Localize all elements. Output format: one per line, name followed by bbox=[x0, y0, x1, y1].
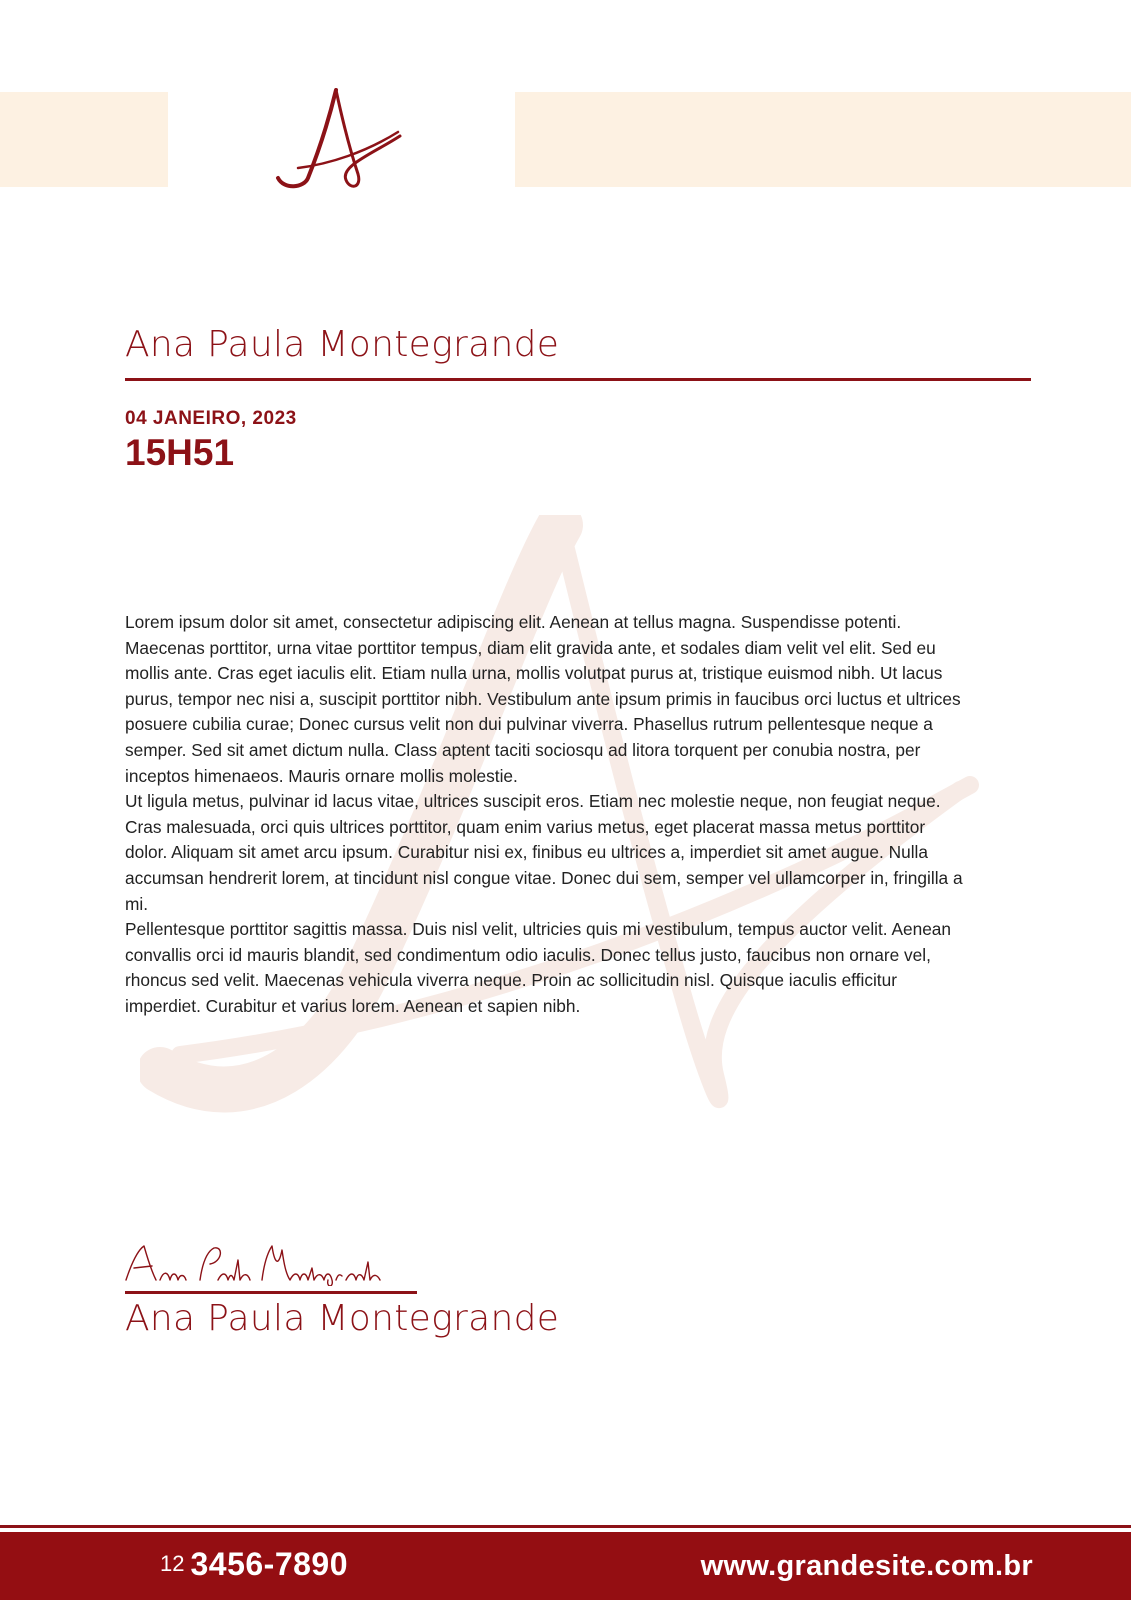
signature-divider bbox=[125, 1291, 417, 1294]
logo-letter-a-icon bbox=[270, 88, 420, 192]
footer-website-link[interactable]: www.grandesite.com.br bbox=[700, 1550, 1033, 1582]
handwritten-signature bbox=[122, 1240, 382, 1286]
body-paragraph: Lorem ipsum dolor sit amet, consectetur adipiscing elit. Aenean at tellus magna. Suspendisse potenti. Maecenas porttitor, urna vitae porttitor tempus, diam elit gravida ante, et sodales diam velit vel elit. Sed eu mollis ante. Cras eget iaculis elit. Etiam nulla urna, mollis volutpat purus at, tristique euismod nibh. Ut lacus purus, tempor nec nisi a, suscipit porttitor nibh. Vestibulum ante ipsum primis in faucibus orci luctus et ultrices posuere cubilia curae; Donec cursus velit non dui pulvinar viverra. Phasellus rutrum pellentesque neque a semper. Sed sit amet dictum nulla. Class aptent taciti sociosqu ad litora torquent per conubia nostra, per inceptos himenaeos. Mauris ornare mollis molestie. bbox=[125, 612, 961, 786]
header-divider bbox=[125, 378, 1031, 381]
footer-top-line bbox=[0, 1525, 1131, 1528]
signature-name: Ana Paula Montegrande bbox=[125, 1298, 560, 1339]
footer-bar bbox=[0, 1532, 1131, 1600]
header-band-left bbox=[0, 92, 168, 187]
footer-phone[interactable] bbox=[160, 1546, 348, 1583]
letter-date: 04 JANEIRO, 2023 bbox=[125, 408, 297, 429]
header-band-right bbox=[515, 92, 1131, 187]
body-paragraph: Pellentesque porttitor sagittis massa. Duis nisl velit, ultricies quis mi vestibulum, tempus auctor velit. Aenean convallis orci id mauris blandit, sed condimentum odio iaculis. Donec tellus justo, faucibus non ornare vel, rhoncus sed velit. Maecenas vehicula viverra neque. Proin ac sollicitudin nisl. Quisque iaculis efficitur imperdiet. Curabitur et varius lorem. Aenean et sapien nibh. bbox=[125, 919, 952, 1016]
letter-time: 15H51 bbox=[125, 432, 235, 473]
phone-number: 3456-7890 bbox=[190, 1546, 349, 1582]
body-paragraph: Ut ligula metus, pulvinar id lacus vitae, ultrices suscipit eros. Etiam nec molestie neque, non feugiat neque. Cras malesuada, orci quis ultrices porttitor, quam enim varius metus, eget placerat massa metus porttitor dolor. Aliquam sit amet arcu ipsum. Curabitur nisi ex, finibus eu ultrices a, imperdiet sit amet augue. Nulla accumsan hendrerit lorem, at tincidunt nisl congue vitae. Donec dui sem, semper vel ullamcorper in, fringilla a mi. bbox=[125, 791, 963, 914]
phone-area-code: 12 bbox=[160, 1551, 185, 1576]
sender-name: Ana Paula Montegrande bbox=[125, 324, 560, 365]
letter-body bbox=[125, 610, 965, 1020]
